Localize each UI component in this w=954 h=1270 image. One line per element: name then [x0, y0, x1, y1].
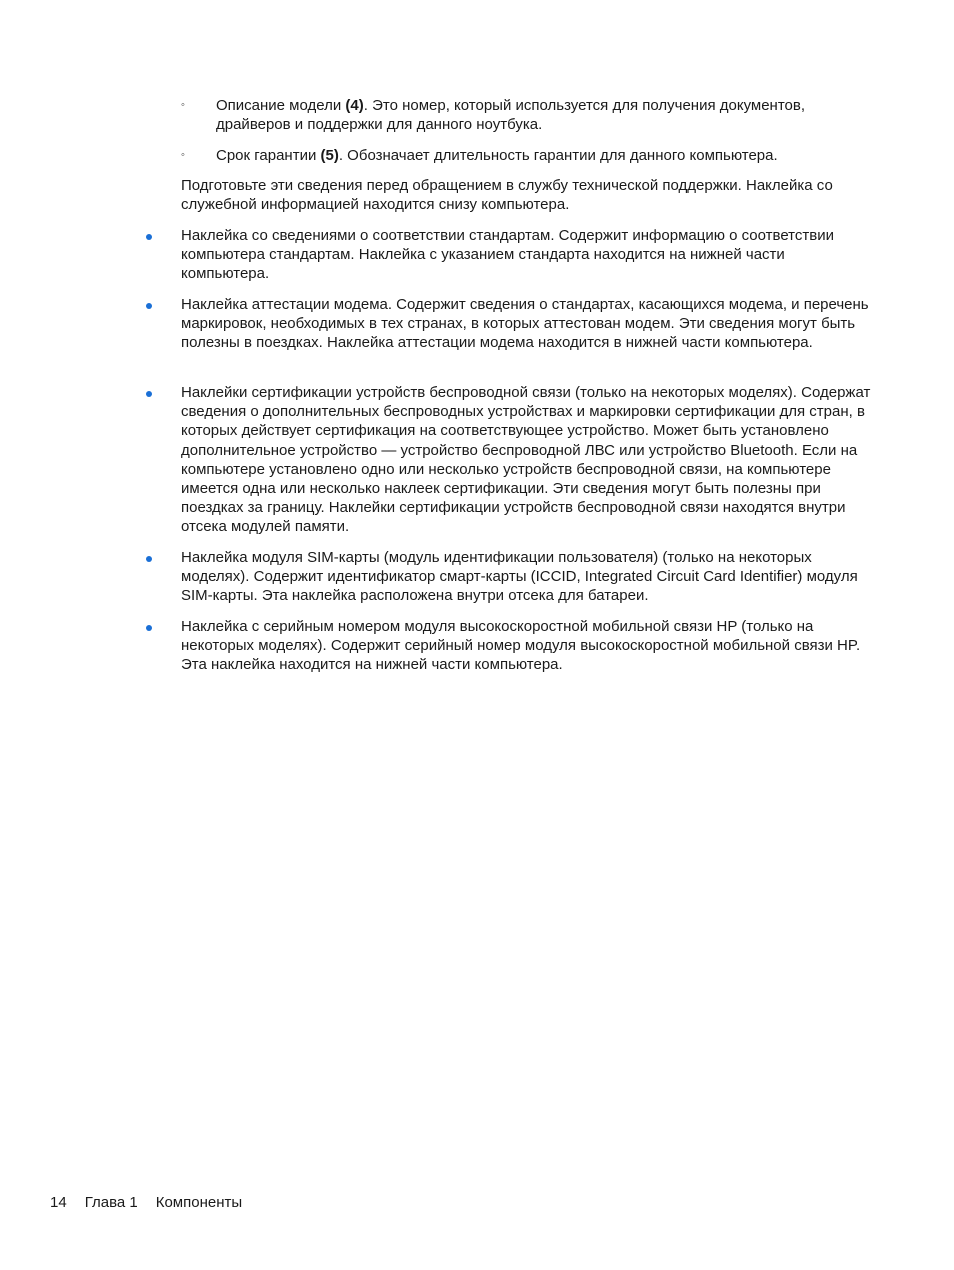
- sub-item-text-before: Срок гарантии: [216, 147, 321, 164]
- sub-item-text-before: Описание модели: [216, 97, 346, 114]
- bullet-marker: [146, 625, 152, 631]
- page-number: 14: [50, 1194, 67, 1211]
- list-item-sim-label: Наклейка модуля SIM-карты (модуль идентификации пользователя) (только на некоторых моделях). Содержит идентификатор смарт-карты (ICCID, Integrated Circuit Card Identifier) модуля SIM-карты. Эта наклейка расположена внутри отсека для батареи.: [181, 549, 858, 605]
- sub-bullet-marker: ◦: [181, 149, 185, 161]
- bullet-marker: [146, 556, 152, 562]
- bullet-marker: [146, 391, 152, 397]
- list-item-wireless-label: Наклейки сертификации устройств беспроводной связи (только на некоторых моделях). Содержат сведения о дополнительных беспроводных устройствах и маркировки сертификации для стран, в которых действует сертификация на соответствующее устройство. Может быть установлено дополнительное устройство — устройство беспроводной ЛВС или устройство Bluetooth. Если на компьютере установлено одно или несколько устройств беспроводной связи, на компьютере имеется одна или несколько наклеек сертификации. Эти сведения могут быть полезны при поездках за границу. Наклейки сертификации устройств беспроводной связи находятся внутри отсека модулей памяти.: [181, 384, 871, 536]
- page-footer: [50, 1193, 260, 1212]
- list-item-hp-mobile-label: Наклейка с серийным номером модуля высокоскоростной мобильной связи HP (только на некоторых моделях). Содержит серийный номер модуля высокоскоростной мобильной связи HP. Эта наклейка находится на нижней части компьютера.: [181, 618, 861, 674]
- note-paragraph: Подготовьте эти сведения перед обращением в службу технической поддержки. Наклейка со служебной информацией находится снизу компьютера.: [181, 177, 833, 213]
- sub-bullet-marker: ◦: [181, 99, 185, 111]
- sub-item-text-after: . Обозначает длительность гарантии для данного компьютера.: [338, 147, 778, 164]
- sub-item-callout: (5): [320, 147, 339, 164]
- list-item-modem-label: Наклейка аттестации модема. Содержит сведения о стандартах, касающихся модема, и перечень маркировок, необходимых в тех странах, в которых аттестован модем. Эти сведения могут быть полезны в поездках. Наклейка аттестации модема находится в нижней части компьютера.: [181, 296, 869, 352]
- sub-item-callout: (4): [345, 97, 364, 114]
- sub-item-model-description: [216, 96, 866, 134]
- bullet-marker: [146, 234, 152, 240]
- chapter-label: Глава 1: [84, 1194, 138, 1211]
- chapter-title: Компоненты: [155, 1194, 243, 1211]
- bullet-marker: [146, 303, 152, 309]
- list-item-compliance-label: Наклейка со сведениями о соответствии стандартам. Содержит информацию о соответствии компьютера стандартам. Наклейка с указанием стандарта находится на нижней части компьютера.: [181, 227, 834, 283]
- sub-item-warranty: [216, 146, 866, 165]
- sub-item-text-after: . Это номер, который используется для получения документов, драйверов и поддержки для данного ноутбука.: [216, 97, 806, 133]
